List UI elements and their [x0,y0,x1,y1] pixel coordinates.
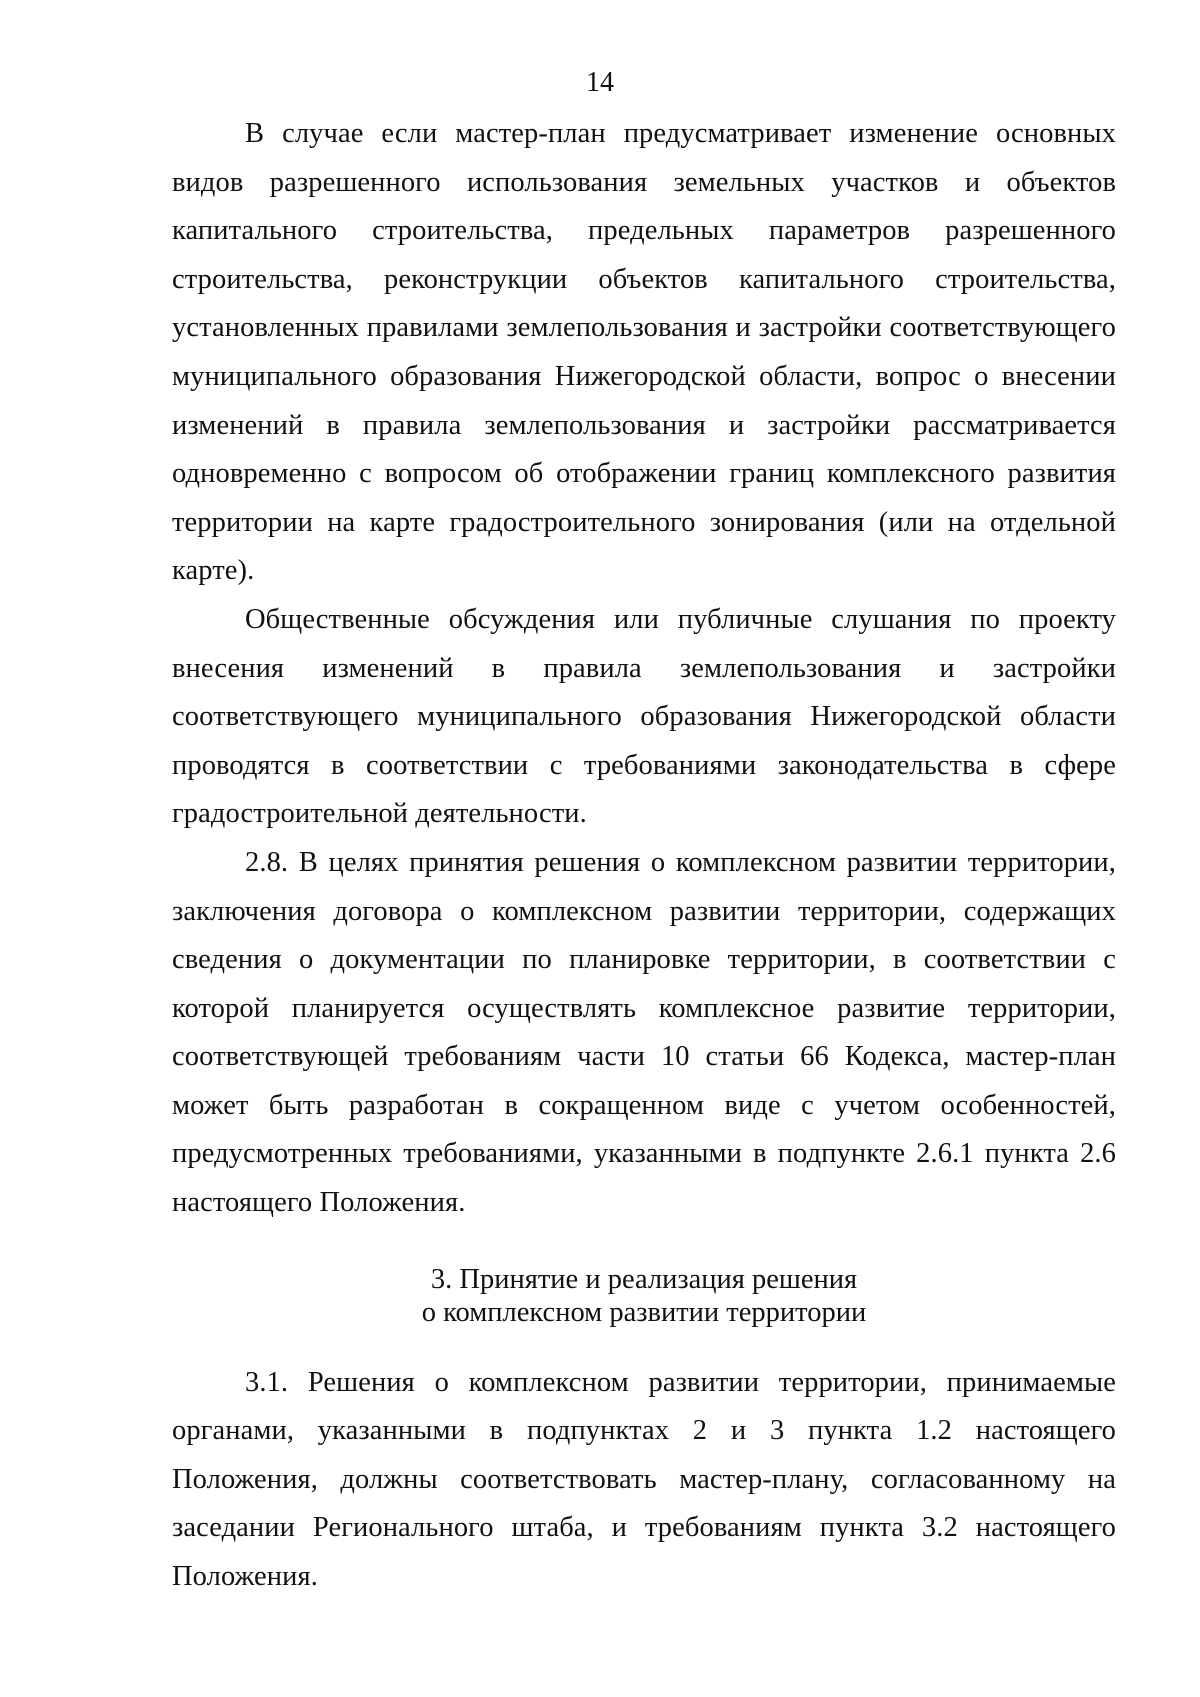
document-body [172,110,1116,1602]
section-heading-line-2: о комплексном развитии территории [421,1296,867,1328]
page-number: 14 [586,67,614,98]
paragraph-master-plan-changes: В случае если мастер-план предусматривает изменение основных видов разрешенного использования земельных участков и объектов капитального строительства, предельных параметров разрешенного строительства, реконструкции объектов капитального строительства, установленных правилами землепользования и застройки соответствующего муниципального образования Нижегородской области, вопрос о внесении изменений в правила землепользования и застройки рассматривается одновременно с вопросом об отображении границ комплексного развития территории на карте градостроительного зонирования (или на отдельной карте). [172,118,1116,587]
section-heading-line-1: 3. Принятие и реализация решения [430,1263,858,1295]
section-3-heading [172,1263,1116,1329]
paragraph-public-hearings: Общественные обсуждения или публичные слушания по проекту внесения изменений в правила землепользования и застройки соответствующего муниципального образования Нижегородской области проводятся в соответствии с требованиями законодательства в сфере градостроительной деятельности. [172,603,1116,830]
paragraph-3-1: 3.1. Решения о комплексном развитии территории, принимаемые органами, указанными в подпунктах 2 и 3 пункта 1.2 настоящего Положения, должны соответствовать мастер-плану, согласованному на заседании Регионального штаба, и требованиям пункта 3.2 настоящего Положения. [172,1366,1116,1593]
paragraph-2-8: 2.8. В целях принятия решения о комплексном развитии территории, заключения договора о комплексном развитии территории, содержащих сведения о документации по планировке территории, в соответствии с которой планируется осуществлять комплексное развитие территории, соответствующей требованиям части 10 статьи 66 Кодекса, мастер-план может быть разработан в сокращенном виде с учетом особенностей, предусмотренных требованиями, указанными в подпункте 2.6.1 пункта 2.6 настоящего Положения. [172,846,1116,1219]
